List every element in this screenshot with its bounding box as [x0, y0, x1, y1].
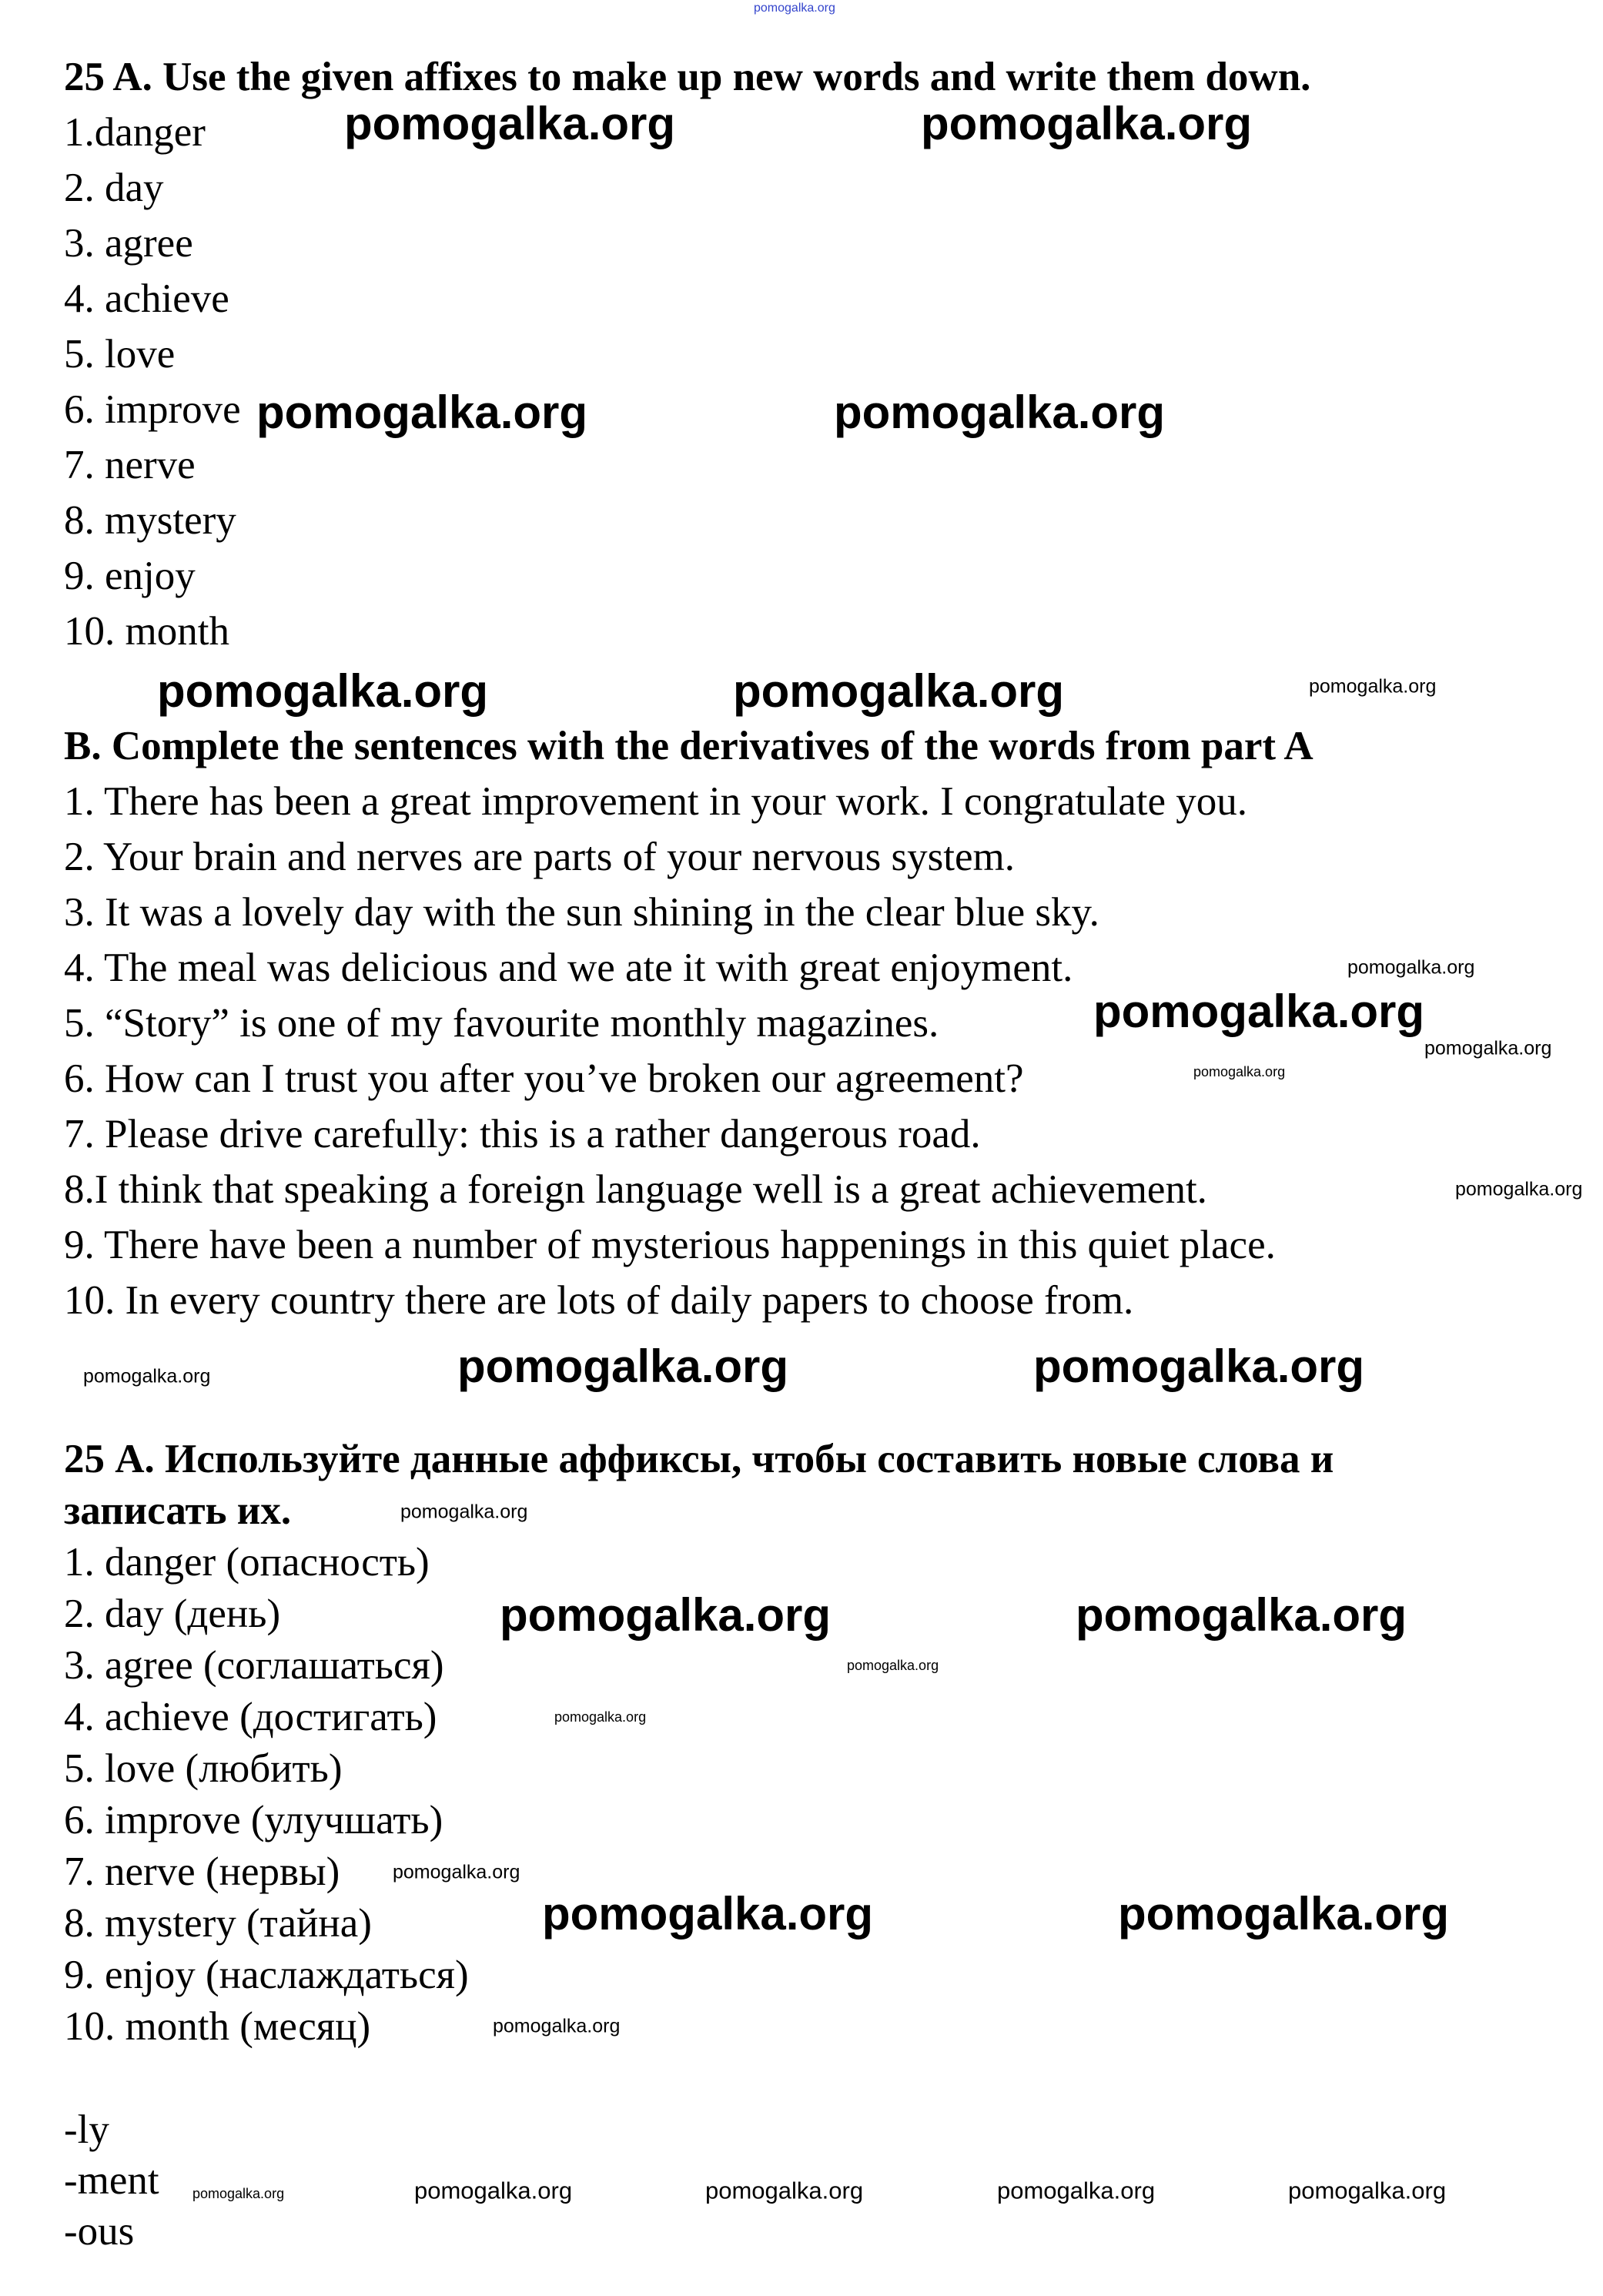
list-item: 7. nerve (нервы)	[64, 1849, 340, 1894]
list-item: 8. mystery (тайна)	[64, 1901, 372, 1946]
affix: -ly	[64, 2107, 109, 2152]
affix: -ous	[64, 2209, 135, 2254]
watermark: pomogalka.org	[157, 665, 489, 717]
list-item: 3. agree	[64, 221, 193, 266]
watermark: pomogalka.org	[1033, 1340, 1365, 1392]
watermark: pomogalka.org	[921, 98, 1253, 149]
list-item: 2. day	[64, 166, 164, 210]
list-item: 4. achieve	[64, 276, 229, 321]
watermark: pomogalka.org	[414, 2177, 573, 2204]
sentence: 3. It was a lovely day with the sun shining in the clear blue sky.	[64, 890, 1099, 935]
watermark: pomogalka.org	[1118, 1888, 1450, 1940]
watermark: pomogalka.org	[192, 2186, 285, 2201]
list-item: 8. mystery	[64, 498, 236, 543]
watermark: pomogalka.org	[1455, 1178, 1583, 1200]
list-item: 6. improve	[64, 387, 241, 432]
list-item: 5. love (любить)	[64, 1746, 343, 1791]
sentence: 10. In every country there are lots of daily papers to choose from.	[64, 1278, 1134, 1323]
watermark: pomogalka.org	[1424, 1037, 1552, 1059]
part-a-heading: 25 A. Use the given affixes to make up new words and write them down.	[64, 55, 1311, 99]
watermark: pomogalka.org	[1309, 675, 1437, 698]
sentence: 7. Please drive carefully: this is a rather dangerous road.	[64, 1112, 981, 1156]
watermark: pomogalka.org	[705, 2177, 864, 2204]
part-ru-heading: записать их.	[64, 1488, 292, 1533]
watermark: pomogalka.org	[400, 1501, 528, 1523]
list-item: 7. nerve	[64, 443, 196, 487]
watermark: pomogalka.org	[1193, 1064, 1286, 1079]
list-item: 6. improve (улучшать)	[64, 1798, 443, 1842]
sentence: 1. There has been a great improvement in your work. I congratulate you.	[64, 779, 1247, 824]
watermark: pomogalka.org	[457, 1340, 789, 1392]
watermark: pomogalka.org	[847, 1658, 939, 1673]
part-b-heading: B. Complete the sentences with the derivatives of the words from part A	[64, 724, 1314, 768]
list-item: 9. enjoy	[64, 554, 196, 598]
watermark-link[interactable]: pomogalka.org	[754, 2, 835, 15]
affix: -ment	[64, 2158, 159, 2203]
sentence: 5. “Story” is one of my favourite monthly magazines.	[64, 1001, 939, 1046]
list-item: 3. agree (соглашаться)	[64, 1643, 444, 1688]
list-item: 4. achieve (достигать)	[64, 1695, 437, 1739]
watermark: pomogalka.org	[256, 387, 588, 438]
watermark: pomogalka.org	[83, 1365, 211, 1387]
watermark: pomogalka.org	[1288, 2177, 1447, 2204]
list-item: 10. month	[64, 609, 229, 654]
watermark: pomogalka.org	[344, 98, 676, 149]
sentence: 9. There have been a number of mysterious happenings in this quiet place.	[64, 1223, 1276, 1267]
list-item: 5. love	[64, 332, 176, 377]
watermark: pomogalka.org	[493, 2015, 621, 2037]
list-item: 2. day (день)	[64, 1591, 281, 1636]
sentence: 2. Your brain and nerves are parts of your nervous system.	[64, 835, 1015, 879]
list-item: 10. month (месяц)	[64, 2004, 371, 2049]
watermark: pomogalka.org	[542, 1888, 874, 1940]
list-item: 9. enjoy (наслаждаться)	[64, 1953, 469, 1997]
watermark: pomogalka.org	[1347, 956, 1475, 979]
list-item: 1. danger (опасность)	[64, 1540, 430, 1585]
watermark: pomogalka.org	[733, 665, 1065, 717]
sentence: 8.I think that speaking a foreign language well is a great achievement.	[64, 1167, 1207, 1212]
watermark: pomogalka.org	[1076, 1589, 1407, 1641]
watermark: pomogalka.org	[500, 1589, 832, 1641]
part-ru	[64, 1434, 1334, 2053]
part-ru-heading: 25 А. Используйте данные аффиксы, чтобы составить новые слова и	[64, 1437, 1334, 1481]
affix-list	[64, 2104, 159, 2257]
list-item: 1.danger	[64, 110, 206, 155]
watermark: pomogalka.org	[554, 1709, 647, 1725]
sentence: 6. How can I trust you after you’ve broken our agreement?	[64, 1056, 1024, 1101]
watermark: pomogalka.org	[1093, 986, 1425, 1037]
sentence: 4. The meal was delicious and we ate it with great enjoyment.	[64, 946, 1073, 990]
watermark: pomogalka.org	[997, 2177, 1156, 2204]
watermark: pomogalka.org	[393, 1861, 520, 1883]
watermark: pomogalka.org	[834, 387, 1166, 438]
